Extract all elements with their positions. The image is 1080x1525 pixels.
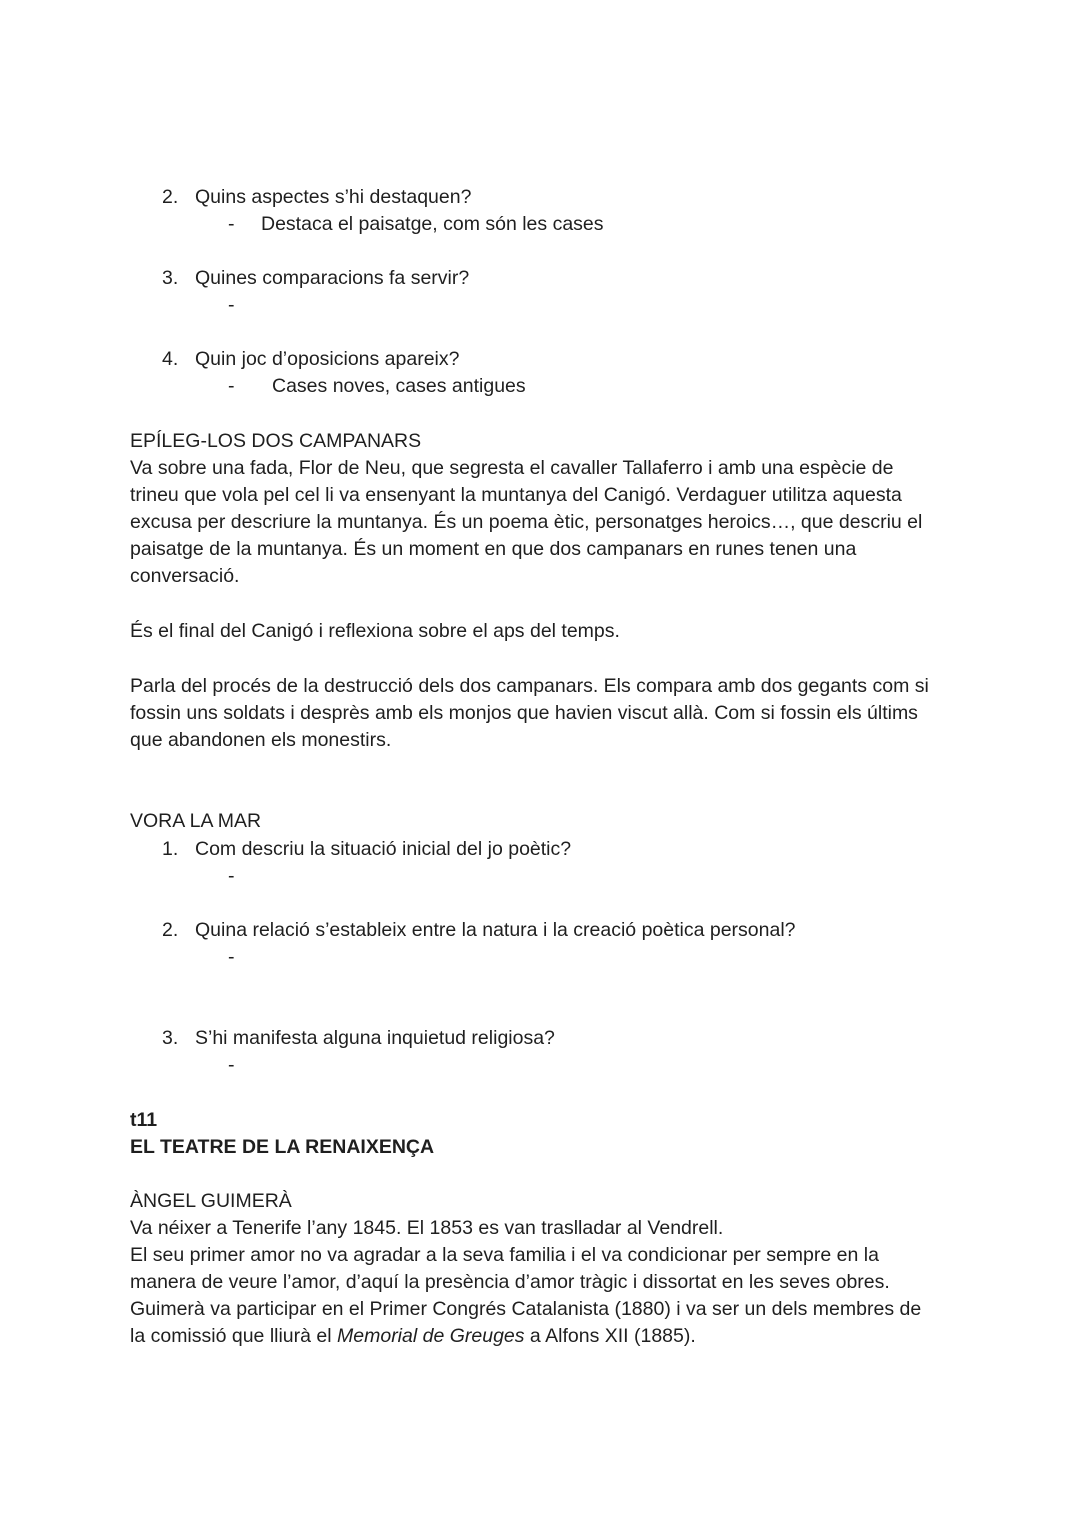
guimera-heading: ÀNGEL GUIMERÀ — [130, 1190, 292, 1212]
vora-q3-text: S’hi manifesta alguna inquietud religiosa? — [195, 1027, 555, 1049]
guimera-line5-pre: la comissió que lliurà el — [130, 1325, 338, 1347]
vora-q1-number: 1. — [162, 838, 179, 860]
guimera-line4: Guimerà va participar en el Primer Congrés Catalanista (1880) i va ser un dels membres de — [130, 1298, 922, 1320]
epileg-p1-line4: paisatge de la muntanya. És un moment en que dos campanars en runes tenen una — [130, 538, 857, 560]
epileg-p1-line1: Va sobre una fada, Flor de Neu, que segresta el cavaller Tallaferro i amb una espècie de — [130, 457, 894, 479]
q2-text: Quins aspectes s’hi destaquen? — [195, 186, 472, 208]
vora-q2-number: 2. — [162, 919, 179, 941]
q2-answer: Destaca el paisatge, com són les cases — [261, 213, 604, 235]
q4-answer: Cases noves, cases antigues — [272, 375, 526, 397]
epileg-p1-line2: trineu que vola pel cel li va ensenyant la muntanya del Canigó. Verdaguer utilitza aquesta — [130, 484, 902, 506]
vora-q3-number: 3. — [162, 1027, 179, 1049]
t11-code: t11 — [130, 1109, 158, 1131]
q4-number: 4. — [162, 348, 179, 370]
epileg-p1-line5: conversació. — [130, 565, 240, 587]
guimera-line5-post: a Alfons XII (1885). — [524, 1325, 696, 1347]
vora-q2-dash: - — [228, 946, 235, 968]
q4-text: Quin joc d’oposicions apareix? — [195, 348, 460, 370]
memorial-de-greuges: Memorial de Greuges — [337, 1325, 525, 1347]
q2-dash: - — [228, 213, 235, 235]
epileg-heading: EPÍLEG-LOS DOS CAMPANARS — [130, 430, 422, 452]
q2-number: 2. — [162, 186, 179, 208]
epileg-p3-line3: que abandonen els monestirs. — [130, 729, 392, 751]
vora-q2-text: Quina relació s’estableix entre la natura i la creació poètica personal? — [195, 919, 796, 941]
epileg-p3-line2: fossin uns soldats i desprès amb els monjos que havien viscut allà. Com si fossin els últims — [130, 702, 918, 724]
guimera-line3: manera de veure l’amor, d’aquí la presència d’amor tràgic i dissortat en les seves obres. — [130, 1271, 890, 1293]
epileg-p2: És el final del Canigó i reflexiona sobre el aps del temps. — [130, 620, 620, 642]
q3-number: 3. — [162, 267, 179, 289]
vora-q3-dash: - — [228, 1054, 235, 1076]
epileg-p3-line1: Parla del procés de la destrucció dels dos campanars. Els compara amb dos gegants com si — [130, 675, 929, 697]
guimera-line1: Va néixer a Tenerife l’any 1845. El 1853 es van traslladar al Vendrell. — [130, 1217, 724, 1239]
q4-dash: - — [228, 375, 235, 397]
t11-title: EL TEATRE DE LA RENAIXENÇA — [130, 1136, 435, 1158]
q3-text: Quines comparacions fa servir? — [195, 267, 470, 289]
vora-q1-text: Com descriu la situació inicial del jo poètic? — [195, 838, 572, 860]
q3-dash: - — [228, 294, 235, 316]
vora-heading: VORA LA MAR — [130, 810, 262, 832]
guimera-line2: El seu primer amor no va agradar a la seva familia i el va condicionar per sempre en la — [130, 1244, 879, 1266]
epileg-p1-line3: excusa per descriure la muntanya. És un poema ètic, personatges heroics…, que descriu el — [130, 511, 923, 533]
vora-q1-dash: - — [228, 865, 235, 887]
guimera-line5 — [130, 1323, 696, 1350]
